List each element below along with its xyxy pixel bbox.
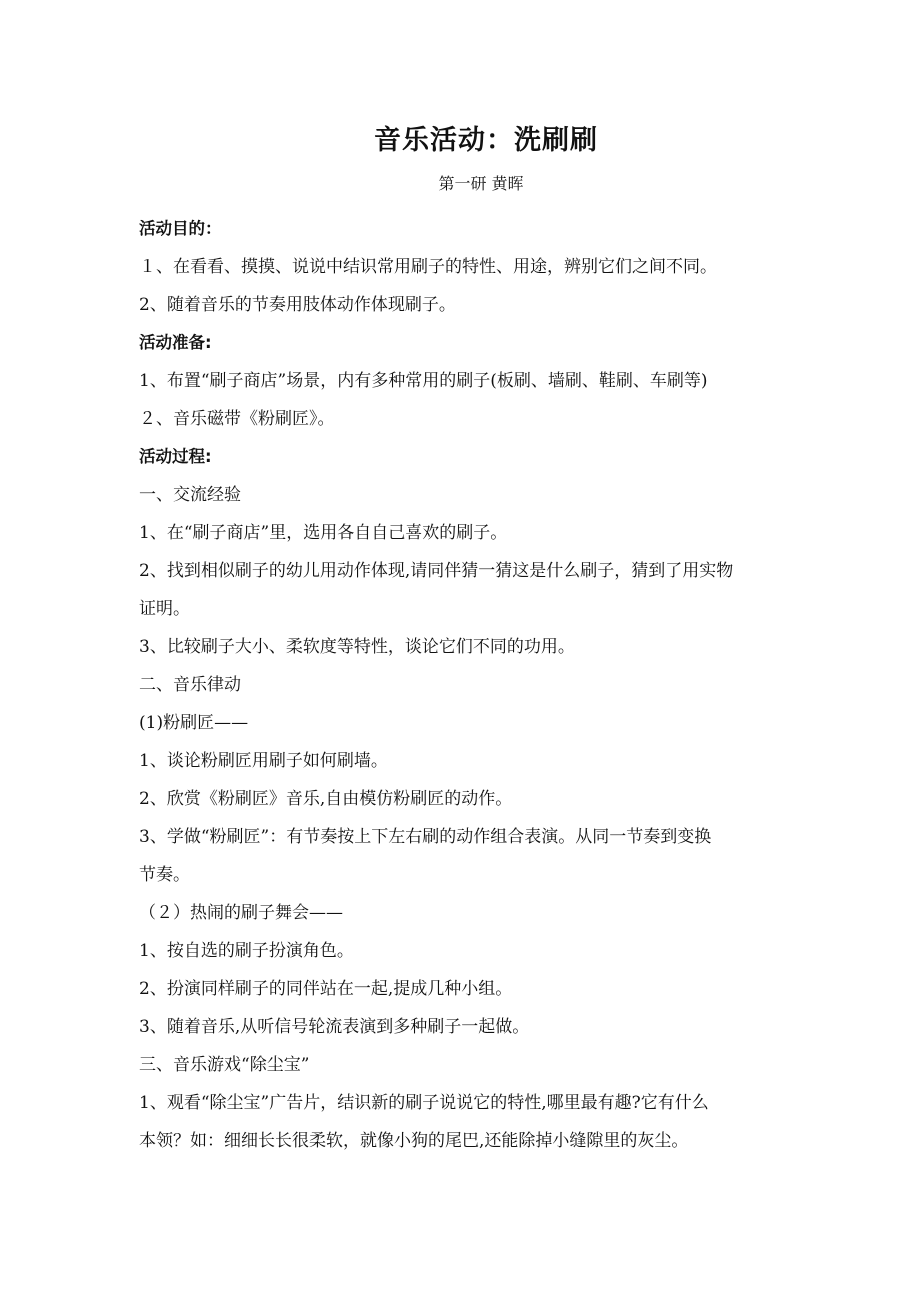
- list-item: 1、在“刷子商店”里，选用各自自己喜欢的刷子。: [139, 523, 508, 543]
- goal-item: 2、随着音乐的节奏用肢体动作体现刷子。: [139, 295, 456, 315]
- prep-item: 1、布置“刷子商店”场景，内有多种常用的刷子(板刷、墙刷、鞋刷、车刷等): [139, 371, 708, 391]
- list-item: 1、按自选的刷子扮演角色。: [139, 941, 354, 961]
- prep-heading: 活动准备:: [139, 333, 212, 352]
- prep-item: ２、音乐磁带《粉刷匠》。: [139, 409, 335, 429]
- goals-heading: 活动目的：: [139, 219, 222, 238]
- goal-item: １、在看看、摸摸、说说中结识常用刷子的特性、用途，辨别它们之间不同。: [139, 257, 717, 277]
- section-heading: 三、音乐游戏“除尘宝”: [139, 1055, 310, 1075]
- document-author: 第一研 黄晖: [438, 174, 524, 193]
- list-item: 2、找到相似刷子的幼儿用动作体现,请同伴猜一猜这是什么刷子，猜到了用实物: [139, 561, 734, 581]
- list-item: 3、比较刷子大小、柔软度等特性，谈论它们不同的功用。: [139, 637, 575, 657]
- list-item-continuation: 证明。: [139, 599, 190, 619]
- list-item: 2、欣赏《粉刷匠》音乐,自由模仿粉刷匠的动作。: [139, 789, 513, 809]
- list-item: 1、谈论粉刷匠用刷子如何刷墙。: [139, 751, 388, 771]
- list-item-continuation: 本领？如：细细长长很柔软，就像小狗的尾巴,还能除掉小缝隙里的灰尘。: [139, 1131, 689, 1151]
- subsection-heading: (1)粉刷匠——: [139, 713, 249, 733]
- list-item: 1、观看“除尘宝”广告片，结识新的刷子说说它的特性,哪里最有趣?它有什么: [139, 1093, 709, 1113]
- section-heading: 一、交流经验: [139, 485, 241, 505]
- process-heading: 活动过程:: [139, 447, 212, 466]
- list-item: 3、随着音乐,从听信号轮流表演到多种刷子一起做。: [139, 1017, 530, 1037]
- list-item-continuation: 节奏。: [139, 865, 190, 885]
- subsection-heading: （２）热闹的刷子舞会——: [139, 903, 343, 923]
- list-item: 2、扮演同样刷子的同伴站在一起,提成几种小组。: [139, 979, 513, 999]
- section-heading: 二、音乐律动: [139, 675, 241, 695]
- list-item: 3、学做“粉刷匠”：有节奏按上下左右刷的动作组合表演。从同一节奏到变换: [139, 827, 712, 847]
- document-title: 音乐活动：洗刷刷: [374, 125, 598, 156]
